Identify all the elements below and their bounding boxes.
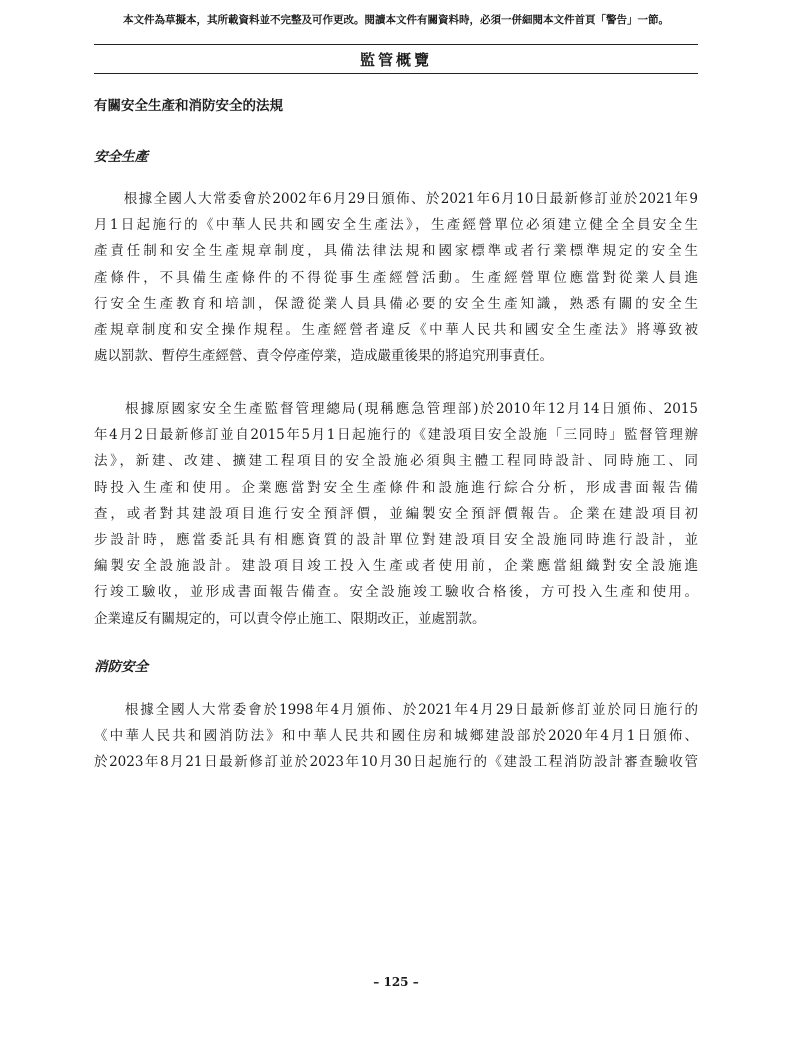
text-line: 根據全國人大常委會於1998年4月頒佈、於2021年4月29日最新修訂並於同日施行的 (94, 702, 698, 718)
text-line: 月1日起施行的《中華人民共和國安全生產法》，生產經營單位必須建立健全全員安全生 (94, 217, 698, 234)
section-title: 監管概覽 (359, 51, 432, 69)
text-line: 根據全國人大常委會於2002年6月29日頒佈、於2021年6月10日最新修訂並於2021年9 (94, 191, 698, 207)
text-line: 企業違反有關規定的，可以責令停止施工、限期改正，並處罰款。 (94, 610, 486, 627)
text-line: 步設計時，應當委託具有相應資質的設計單位對建設項目安全設施同時進行設計，並 (94, 531, 698, 548)
text-line: 根據原國家安全生產監督管理總局(現稱應急管理部)於2010年12月14日頒佈、2015 (94, 401, 698, 417)
subheading-safety-production: 安全生產 (94, 149, 148, 165)
text-line: 法》，新建、改建、擴建工程項目的安全設施必須與主體工程同時設計、同時施工、同 (94, 453, 698, 470)
text-line: 處以罰款、暫停生產經營、責令停產停業，造成嚴重後果的將追究刑事責任。 (94, 348, 553, 365)
page-number: – 125 – (373, 975, 419, 989)
draft-warning: 本文件為草擬本，其所載資料並不完整及可作更改。閱讀本文件有關資料時，必須一併細閱本文件首頁「警告」一節。 (123, 14, 669, 26)
paragraph-three-simultaneous (94, 396, 698, 632)
text-line: 於2023年8月21日最新修訂並於2023年10月30日起施行的《建設工程消防設計審查驗收管 (94, 754, 698, 771)
text-line: 《中華人民共和國消防法》和中華人民共和國住房和城鄉建設部於2020年4月1日頒佈、 (94, 728, 698, 745)
text-line: 行安全生產教育和培訓，保證從業人員具備必要的安全生產知識，熟悉有關的安全生 (94, 295, 698, 312)
paragraph-fire-protection-law (94, 697, 698, 776)
text-line: 查，或者對其建設項目進行安全預評價，並編製安全預評價報告。企業在建設項目初 (94, 505, 698, 522)
header-rule-bottom (94, 73, 698, 74)
paragraph-safety-production-law (94, 186, 698, 369)
document-page (94, 0, 698, 1058)
text-line: 產責任制和安全生產規章制度，具備法律法規和國家標準或者行業標準規定的安全生 (94, 243, 698, 260)
text-line: 時投入生產和使用。企業應當對安全生產條件和設施進行綜合分析，形成書面報告備 (94, 479, 698, 496)
text-line: 產條件，不具備生產條件的不得從事生產經營活動。生產經營單位應當對從業人員進 (94, 269, 698, 286)
header-rule-top (94, 44, 698, 45)
main-heading: 有關安全生產和消防安全的法規 (94, 98, 283, 114)
text-line: 產規章制度和安全操作規程。生產經營者違反《中華人民共和國安全生產法》將導致被 (94, 321, 698, 338)
subheading-fire-safety: 消防安全 (94, 659, 148, 675)
text-line: 編製安全設施設計。建設項目竣工投入生產或者使用前，企業應當組織對安全設施進 (94, 558, 698, 575)
text-line: 行竣工驗收，並形成書面報告備查。安全設施竣工驗收合格後，方可投入生產和使用。 (94, 584, 698, 601)
text-line: 年4月2日最新修訂並自2015年5月1日起施行的《建設項目安全設施「三同時」監督管理辦 (94, 427, 698, 444)
